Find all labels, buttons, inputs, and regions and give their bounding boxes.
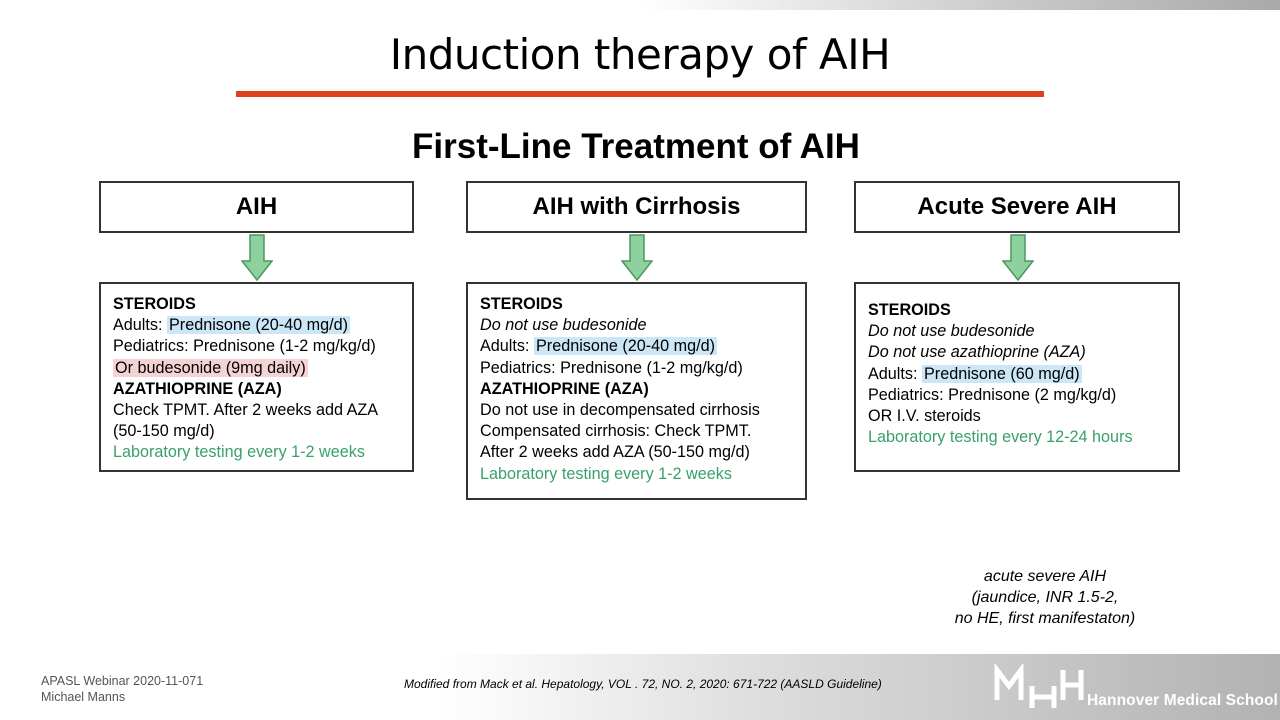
title-underline <box>236 91 1044 97</box>
treatment-line <box>868 300 1166 321</box>
treatment-text: STEROIDS <box>480 295 563 313</box>
note-line: (jaundice, INR 1.5-2, <box>971 589 1119 606</box>
treatment-box-cirrhosis <box>466 282 807 500</box>
footer-presenter-info <box>41 673 203 705</box>
footer-presenter: Michael Manns <box>41 690 126 704</box>
column-header-label: AIH <box>235 193 278 220</box>
treatment-line <box>868 364 1166 385</box>
treatment-text: Do not use budesonide <box>480 316 647 335</box>
treatment-line <box>868 321 1166 342</box>
highlighted-dose: Prednisone (20-40 mg/d) <box>169 316 349 335</box>
institution-name: Hannover Medical School <box>1087 692 1278 709</box>
note-line: no HE, first manifestaton) <box>954 610 1136 627</box>
treatment-line <box>113 379 400 400</box>
treatment-line <box>480 379 793 400</box>
footer-event: APASL Webinar 2020-11-071 <box>41 674 204 688</box>
treatment-text: Compensated cirrhosis: Check TPMT. <box>480 422 752 441</box>
treatment-text: Do not use azathioprine (AZA) <box>868 343 1086 362</box>
treatment-text: Laboratory testing every 1-2 weeks <box>113 443 365 462</box>
diagram-heading: First-Line Treatment of AIH <box>412 127 860 166</box>
treatment-text: Pediatrics: Prednisone (1-2 mg/kg/d) <box>480 358 743 377</box>
treatment-line <box>480 400 793 421</box>
treatment-line <box>868 406 1166 427</box>
treatment-box-aih <box>99 282 414 472</box>
highlighted-dose: Prednisone (20-40 mg/d) <box>536 337 716 356</box>
treatment-text: OR I.V. steroids <box>868 407 981 426</box>
treatment-text: Do not use budesonide <box>868 322 1035 341</box>
treatment-line <box>113 400 400 421</box>
down-arrow-icon <box>621 234 653 282</box>
treatment-line <box>113 421 400 442</box>
treatment-text: Check TPMT. After 2 weeks add AZA <box>113 401 379 420</box>
treatment-text: AZATHIOPRINE (AZA) <box>480 379 649 398</box>
treatment-line <box>868 342 1166 363</box>
treatment-text: After 2 weeks add AZA (50-150 mg/d) <box>480 443 750 462</box>
treatment-text: Laboratory testing every 1-2 weeks <box>480 464 732 483</box>
column-header-cirrhosis <box>466 181 807 233</box>
treatment-line <box>113 358 400 379</box>
treatment-line <box>480 421 793 442</box>
treatment-text: AZATHIOPRINE (AZA) <box>113 379 282 398</box>
citation-text: Modified from Mack et al. Hepatology, VOL . 72, NO. 2, 2020: 671-722 (AASLD Guideline) <box>404 677 882 691</box>
treatment-line <box>480 294 793 315</box>
highlighted-dose: Or budesonide (9mg daily) <box>115 358 306 377</box>
treatment-text: Adults: <box>868 364 922 383</box>
acute-severe-definition-note <box>910 566 1180 629</box>
highlighted-dose: Prednisone (60 mg/d) <box>924 364 1080 383</box>
treatment-text: Adults: <box>480 337 534 356</box>
treatment-line <box>113 294 400 315</box>
slide-title: Induction therapy of AIH <box>389 30 891 79</box>
treatment-line <box>113 336 400 357</box>
treatment-box-acute-severe <box>854 282 1180 472</box>
treatment-text: STEROIDS <box>113 295 196 313</box>
column-header-aih <box>99 181 414 233</box>
column-header-acute-severe <box>854 181 1180 233</box>
treatment-line <box>480 464 793 485</box>
treatment-text: STEROIDS <box>868 301 951 319</box>
treatment-line <box>480 358 793 379</box>
treatment-line <box>480 336 793 357</box>
treatment-line <box>480 442 793 463</box>
treatment-text: Laboratory testing every 12-24 hours <box>868 428 1133 447</box>
treatment-text: Adults: <box>113 316 167 335</box>
down-arrow-icon <box>241 234 273 282</box>
treatment-line <box>868 385 1166 406</box>
down-arrow-icon <box>1002 234 1034 282</box>
treatment-line <box>113 315 400 336</box>
treatment-text: Pediatrics: Prednisone (1-2 mg/kg/d) <box>113 337 376 356</box>
top-gradient-bar <box>640 0 1280 10</box>
column-header-label: AIH with Cirrhosis <box>532 193 741 220</box>
treatment-line <box>113 442 400 463</box>
treatment-text: Do not use in decompensated cirrhosis <box>480 401 760 420</box>
treatment-line <box>480 315 793 336</box>
mhh-logo-icon <box>994 664 1084 710</box>
treatment-text: (50-150 mg/d) <box>113 422 215 441</box>
treatment-line <box>868 427 1166 448</box>
note-line: acute severe AIH <box>983 568 1107 585</box>
column-header-label: Acute Severe AIH <box>917 193 1117 220</box>
treatment-text: Pediatrics: Prednisone (2 mg/kg/d) <box>868 385 1117 404</box>
